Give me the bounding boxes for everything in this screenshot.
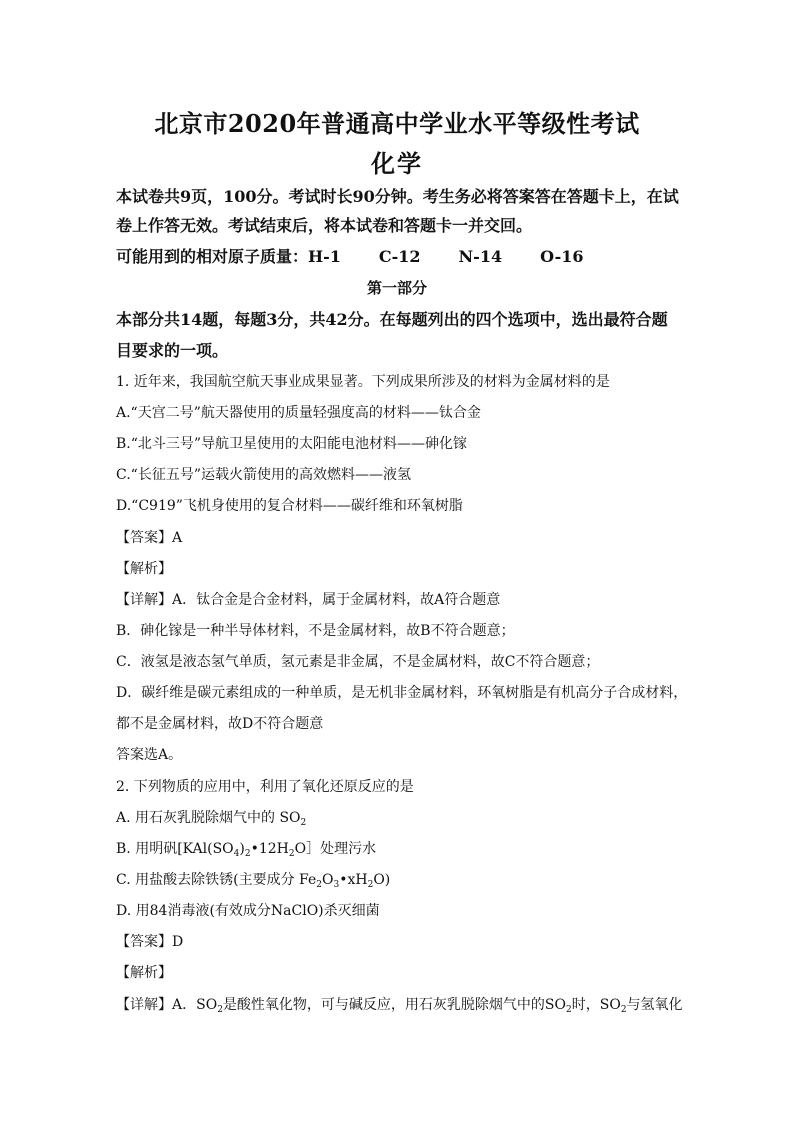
q2-option-b-text: B. 用明矾[KAl(SO [116, 841, 234, 857]
subscript: 2 [288, 849, 295, 859]
atomic-mass-n: N-14 [458, 247, 503, 266]
subscript: 2 [300, 818, 307, 828]
q1-detail-d: D．碳纤维是碳元素组成的一种单质，是无机非金属材料，环氧树脂是有机高分子合成材料， [116, 685, 688, 701]
q1-option-a: A.“天宫二号”航天器使用的质量轻强度高的材料——钛合金 [116, 405, 481, 421]
q1-stem: 1. 近年来，我国航空航天事业成果显著。下列成果所涉及的材料为金属材料的是 [116, 374, 610, 390]
q1-analysis-label: 【解析】 [116, 561, 172, 577]
q2-option-b-text: ) [239, 841, 245, 857]
subscript: 2 [367, 880, 374, 890]
atomic-masses [116, 247, 584, 267]
q1-detail-d-cont: 都不是金属材料，故D不符合题意 [116, 716, 324, 732]
exam-title: 北京市2020年普通高中学业水平等级性考试 [154, 109, 640, 138]
q1-answer: 【答案】A [116, 530, 183, 546]
q2-detail-text: 时，SO [571, 997, 621, 1013]
q2-stem: 2. 下列物质的应用中，利用了氧化还原反应的是 [116, 779, 414, 795]
section-intro-line-1: 本部分共14题，每题3分，共42分。在每题列出的四个选项中，选出最符合题 [116, 310, 668, 329]
subscript: 4 [233, 849, 240, 859]
q2-option-d: D. 用84消毒液(有效成分NaClO)杀灭细菌 [116, 903, 380, 919]
subscript: 2 [217, 1005, 223, 1015]
q1-option-d: D.“C919”飞机身使用的复合材料——碳纤维和环氧树脂 [116, 498, 463, 514]
q1-detail-c: C．液氢是液态氢气单质，氢元素是非金属，不是金属材料，故C不符合题意； [116, 654, 600, 670]
q2-option-b-text: O］处理污水 [294, 841, 377, 857]
section-title: 第一部分 [366, 279, 427, 297]
q1-detail-a: 【详解】A．钛合金是合金材料，属于金属材料，故A符合题意 [116, 592, 501, 608]
subscript: 2 [620, 1005, 627, 1015]
q2-option-b-text: •12H [250, 841, 289, 857]
q2-answer: 【答案】D [116, 934, 184, 950]
q2-option-c-text: •xH [339, 872, 368, 888]
q2-analysis-label: 【解析】 [116, 965, 172, 981]
q2-option-c-text: C. 用盐酸去除铁锈(主要成分 Fe [116, 872, 317, 888]
q1-detail-b: B．砷化镓是一种半导体材料，不是金属材料，故B不符合题意； [116, 623, 515, 639]
subscript: 2 [244, 849, 251, 859]
q2-detail-text: 与氢氧化 [626, 997, 683, 1013]
atomic-mass-c: C-12 [378, 247, 421, 266]
q1-option-b: B.“北斗三号”导航卫星使用的太阳能电池材料——砷化镓 [116, 436, 468, 452]
q2-option-a [116, 808, 306, 828]
atomic-mass-o: O-16 [540, 247, 584, 266]
q2-option-c-text: O [322, 872, 334, 888]
subscript: 3 [333, 880, 340, 890]
q1-option-c: C.“长征五号”运载火箭使用的高效燃料——液氢 [116, 467, 411, 483]
q2-detail-text: 【详解】A．SO [116, 997, 218, 1013]
subscript: 2 [566, 1005, 572, 1015]
section-intro-line-2: 目要求的一项。 [116, 341, 229, 360]
q2-detail-a [116, 995, 683, 1015]
q2-option-a-text: A. 用石灰乳脱除烟气中的 SO [116, 810, 301, 826]
atomic-masses-label: 可能用到的相对原子质量： [116, 247, 309, 266]
instructions-line-2: 卷上作答无效。考试结束后，将本试卷和答题卡一并交回。 [116, 216, 533, 235]
q2-option-c [116, 870, 390, 890]
instructions-line-1: 本试卷共9页，100分。考试时长90分钟。考生务必将答案答在答题卡上，在试 [116, 187, 679, 206]
subject-title: 化学 [371, 149, 423, 178]
subscript: 2 [316, 880, 322, 890]
q2-detail-text: 是酸性氧化物，可与碱反应，用石灰乳脱除烟气中的SO [222, 997, 566, 1013]
q2-option-c-text: O) [373, 872, 391, 888]
q2-option-b [116, 839, 376, 859]
atomic-mass-h: H-1 [308, 247, 341, 266]
q1-conclusion: 答案选A。 [116, 747, 183, 763]
